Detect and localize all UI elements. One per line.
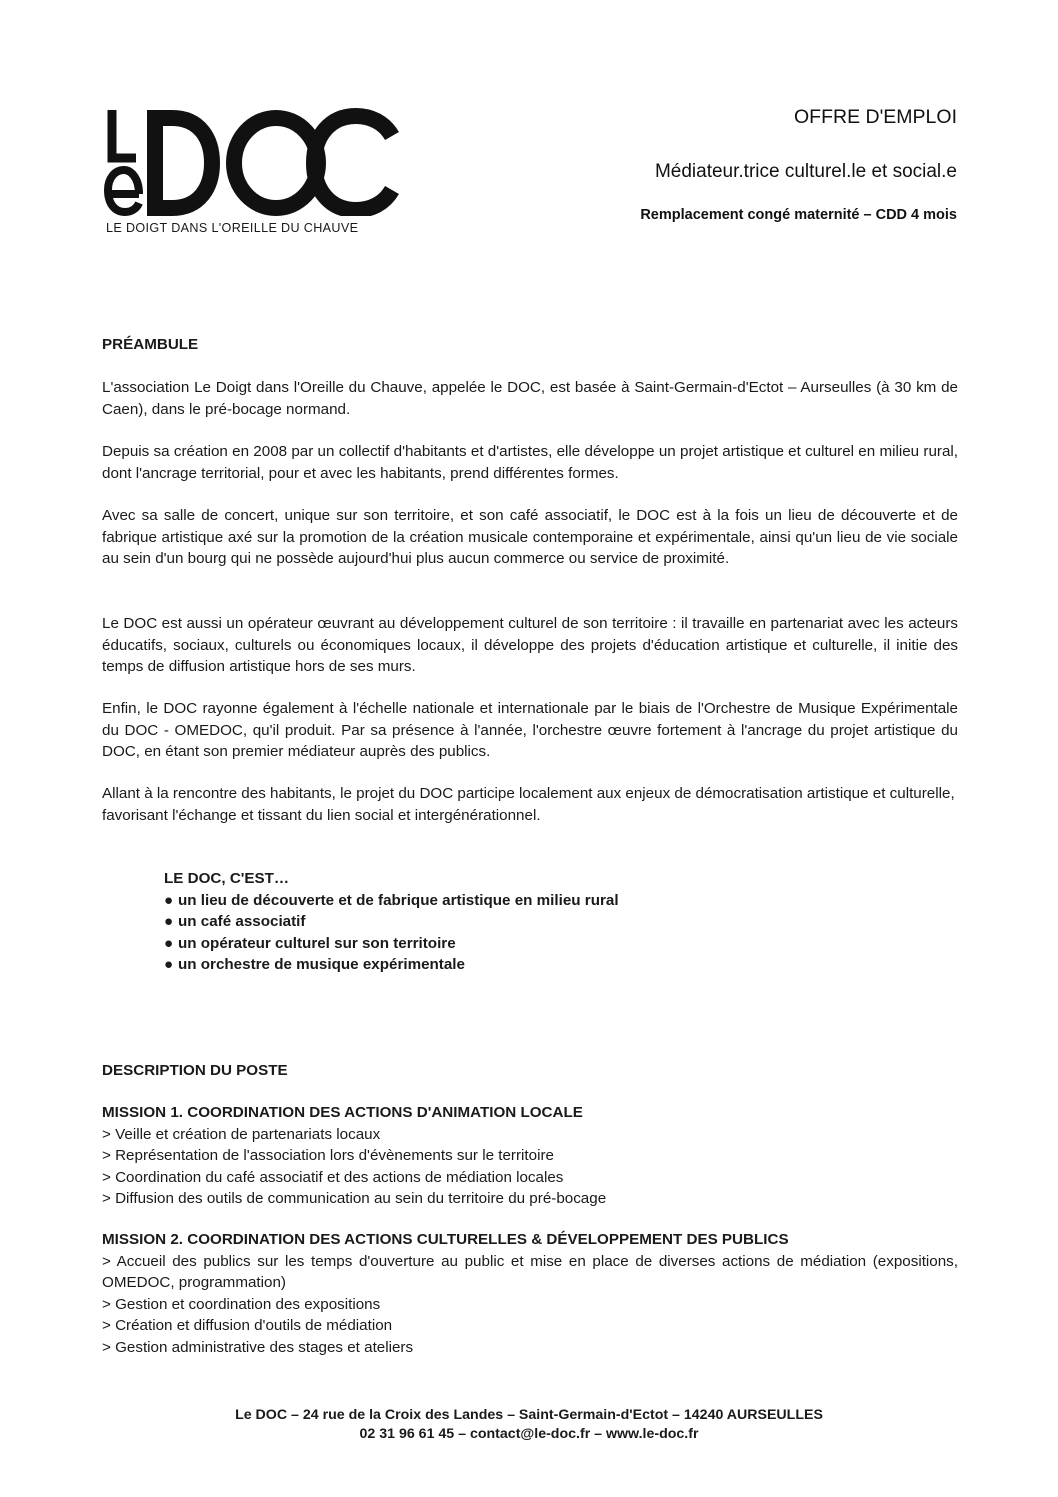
list-item: > Coordination du café associatif et des actions de médiation locales [102, 1168, 564, 1186]
bullet-icon: ● [164, 891, 174, 909]
list-item: > Représentation de l'association lors d'évènements sur le territoire [102, 1147, 554, 1164]
offer-label: OFFRE D'EMPLOI [794, 106, 957, 128]
list-item: > Veille et création de partenariats locaux [102, 1125, 381, 1143]
footer-contact: 02 31 96 61 45 – contact@le-doc.fr – www.le-doc.fr [359, 1426, 699, 1442]
preambule-paragraph: Le DOC est aussi un opérateur œuvrant au développement culturel de son territoire : il travaille en partenariat avec les acteurs éducatifs, sociaux, culturels ou économiques locaux, il développe des projets d'éducation artistique et culturelle, il initie des temps de diffusion artistique hors de ses murs. [102, 615, 958, 675]
bullet-icon: ● [164, 956, 174, 973]
list-item: > Gestion administrative des stages et ateliers [102, 1338, 414, 1356]
list-item: ● un opérateur culturel sur son territoire [164, 933, 764, 955]
preambule-paragraph: Allant à la rencontre des habitants, le projet du DOC participe localement aux enjeux de démocratisation artistique et culturelle, favorisant l'échange et tissant du lien social et intergénérationnel. [102, 785, 955, 824]
bullet-icon: ● [164, 913, 174, 930]
preambule-heading: PRÉAMBULE [102, 336, 199, 353]
preambule-section [102, 334, 958, 356]
mission-2 [102, 1229, 958, 1358]
job-title: Médiateur.trice culturel.le et social.e [654, 161, 957, 182]
list-item: ● un lieu de découverte et de fabrique artistique en milieu rural [164, 890, 764, 912]
description-heading: DESCRIPTION DU POSTE [102, 1062, 288, 1079]
footer-address: Le DOC – 24 rue de la Croix des Landes – Saint-Germain-d'Ectot – 14240 AURSEULLES [235, 1407, 823, 1423]
contract-type: Remplacement congé maternité – CDD 4 mois [640, 207, 957, 223]
list-item: > Gestion et coordination des expositions [102, 1295, 381, 1313]
ledoc-list-title: LE DOC, C'EST… [164, 870, 290, 887]
preambule-paragraph: Avec sa salle de concert, unique sur son territoire, et son café associatif, le DOC est à la fois un lieu de découverte et de fabrique artistique axé sur la promotion de la création musicale contemporaine et expérimentale, ainsi qu'un lieu de vie sociale au sein d'un bourg qui ne possède aujourd'hui plus aucun commerce ou service de proximité. [102, 507, 958, 567]
mission-1 [102, 1102, 958, 1210]
list-item: > Diffusion des outils de communication au sein du territoire du pré-bocage [102, 1190, 607, 1207]
list-item: ● un orchestre de musique expérimentale [164, 954, 764, 976]
list-item: > Accueil des publics sur les temps d'ouverture au public et mise en place de diverses actions de médiation (expositions, OMEDOC, programmation) [102, 1252, 958, 1291]
preambule-paragraph: Depuis sa création en 2008 par un collectif d'habitants et d'artistes, elle développe un projet artistique et culturel en milieu rural, dont l'ancrage territorial, pour et avec les habitants, prend différentes formes. [102, 443, 958, 482]
ledoc-list [164, 868, 764, 976]
logo-tagline: LE DOIGT DANS L'OREILLE DU CHAUVE [106, 221, 359, 235]
preambule-paragraph: L'association Le Doigt dans l'Oreille du Chauve, appelée le DOC, est basée à Saint-Germain-d'Ectot – Aurseulles (à 30 km de Caen), dans le pré-bocage normand. [102, 379, 958, 418]
preambule-paragraph: Enfin, le DOC rayonne également à l'échelle nationale et internationale par le biais de l'Orchestre de Musique Expérimentale du DOC - OMEDOC, qu'il produit. Par sa présence à l'année, l'orchestre œuvre fortement à l'ancrage du projet artistique du DOC, en étant son premier médiateur auprès des publics. [102, 700, 958, 760]
footer [0, 1406, 1058, 1444]
ledoc-logo-mark [104, 108, 404, 216]
description-section [102, 1060, 958, 1082]
list-item: > Création et diffusion d'outils de médiation [102, 1317, 393, 1334]
bullet-icon: ● [164, 934, 174, 952]
ledoc-logo [104, 108, 404, 238]
list-item: ● un café associatif [164, 911, 764, 933]
mission-2-title: MISSION 2. COORDINATION DES ACTIONS CULTURELLES & DÉVELOPPEMENT DES PUBLICS [102, 1231, 789, 1248]
mission-1-title: MISSION 1. COORDINATION DES ACTIONS D'ANIMATION LOCALE [102, 1104, 583, 1121]
